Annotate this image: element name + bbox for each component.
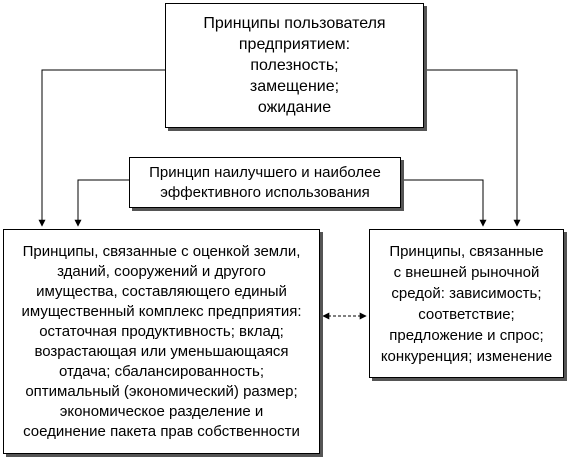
land-principles-line: зданий, сооружений и другого (57, 262, 266, 280)
user-principles-line: Принципы пользователя (203, 15, 386, 32)
land-principles-line: Принципы, связанные с оценкой земли, (22, 242, 301, 260)
market-principles-box (369, 229, 564, 378)
market-principles-line: Принципы, связанные (389, 242, 544, 260)
land-principles-text (21, 242, 301, 442)
best-use-line: Принцип наилучшего и наиболее (149, 163, 381, 181)
best-use-text (149, 163, 381, 203)
market-principles-text (381, 241, 552, 367)
user-principles-box (165, 3, 424, 128)
market-principles-line: средой: зависимость; (391, 284, 542, 302)
user-principles-line: ожидание (257, 99, 332, 116)
best-use-line: эффективного использования (160, 183, 370, 201)
land-principles-line: отдача; сбалансированность; (58, 362, 265, 380)
land-principles-line: оптимальный (экономический) размер; (25, 382, 298, 400)
market-principles-line: предложение и спрос; (389, 326, 544, 344)
market-principles-line: соответствие; (418, 305, 515, 323)
land-principles-line: остаточная продуктивность; вклад; (39, 322, 284, 340)
land-principles-line: экономическое разделение и (59, 402, 264, 420)
land-principles-line: имущества, составляющего единый (36, 282, 287, 300)
best-use-box (129, 157, 401, 208)
market-principles-line: с внешней рыночной (393, 263, 540, 281)
land-principles-line: возрастающая или уменьшающаяся (34, 342, 289, 360)
user-principles-line: замещение; (249, 78, 340, 95)
land-principles-line: соединение пакета прав собственности (23, 422, 300, 440)
user-principles-text (203, 13, 385, 118)
connector-best-to-land (78, 180, 129, 226)
user-principles-line: предприятием: (238, 36, 351, 53)
user-principles-line: полезность; (250, 57, 339, 74)
land-principles-line: имущественный комплекс предприятия: (21, 302, 302, 320)
connector-user-to-market (424, 70, 517, 226)
market-principles-line: конкуренция; изменение (380, 347, 553, 365)
land-principles-box (3, 229, 320, 454)
connector-best-to-market (401, 180, 483, 226)
